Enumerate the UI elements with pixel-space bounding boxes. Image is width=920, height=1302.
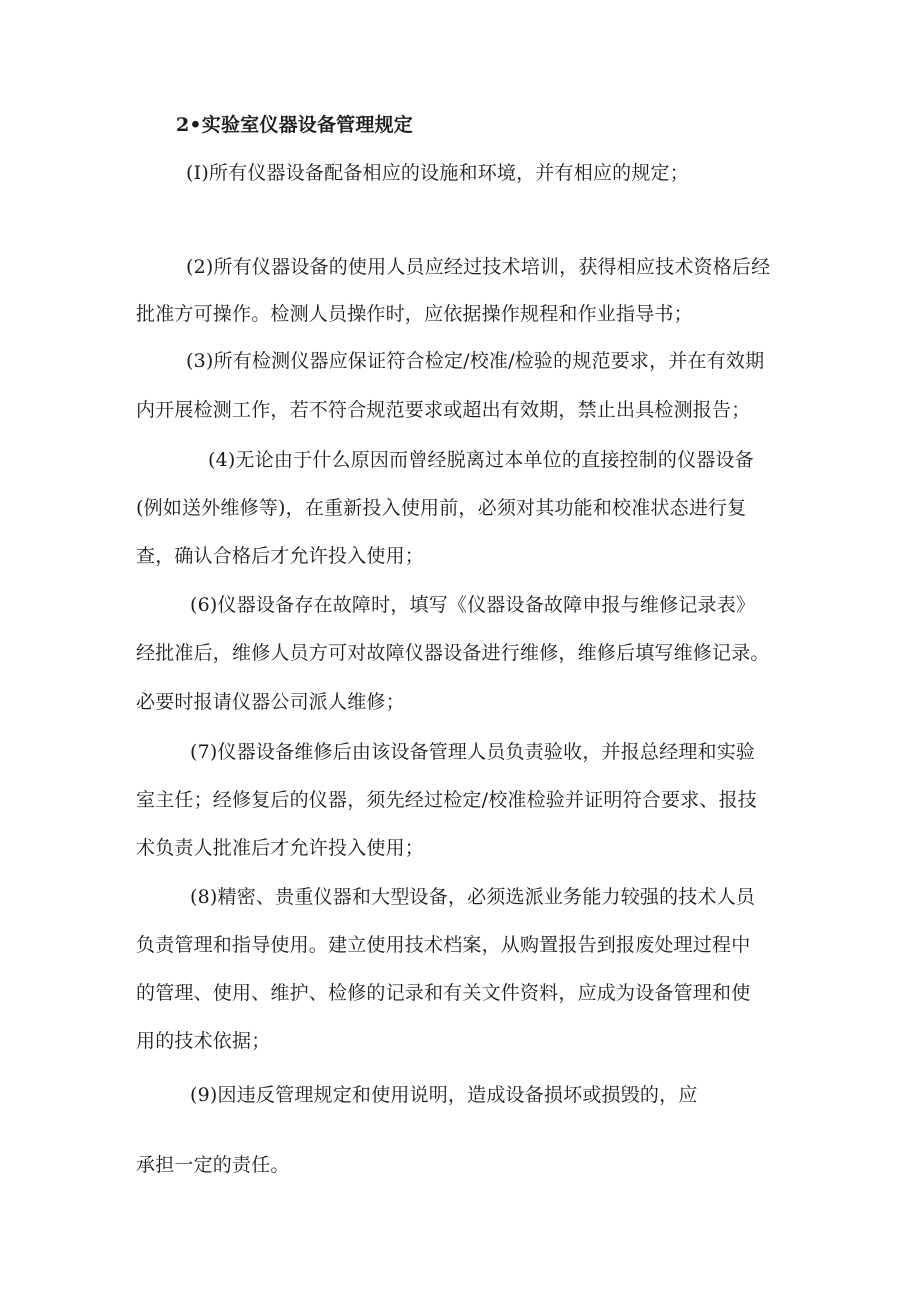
text-line: 内开展检测工作，若不符合规范要求或超出有效期，禁止出具检测报告； xyxy=(136,399,751,421)
text-line: 查，确认合格后才允许投入使用； xyxy=(136,545,425,567)
text-line: 承担一定的责任。 xyxy=(136,1154,290,1176)
text-line: (6)仪器设备存在故障时，填写《仪器设备故障申报与维修记录表》 xyxy=(190,594,756,616)
text-line: (2)所有仪器设备的使用人员应经过技术培训，获得相应技术资格后经 xyxy=(186,256,771,278)
text-line: 必要时报请仪器公司派人维修； xyxy=(136,691,405,713)
text-line: (4)无论由于什么原因而曾经脱离过本单位的直接控制的仪器设备 xyxy=(208,449,754,471)
text-line: 批准方可操作。检测人员操作时，应依据操作规程和作业指导书； xyxy=(136,303,693,325)
text-line: (I)所有仪器设备配备相应的设施和环境，并有相应的规定； xyxy=(186,162,689,184)
text-line: 经批准后，维修人员方可对故障仪器设备进行维修，维修后填写维修记录。 xyxy=(136,642,770,664)
text-line: (9)因违反管理规定和使用说明，造成设备损坏或损毁的，应 xyxy=(190,1084,698,1106)
text-line: 用的技术依据； xyxy=(136,1030,271,1052)
section-title: 2•实验室仪器设备管理规定 xyxy=(176,114,413,136)
text-line: (8)精密、贵重仪器和大型设备，必须选派业务能力较强的技术人员 xyxy=(190,886,756,908)
text-line: 室主任；经修复后的仪器，须先经过检定/校准检验并证明符合要求、报技 xyxy=(136,789,758,811)
text-line: (例如送外维修等)，在重新投入使用前，必须对其功能和校准状态进行复 xyxy=(136,497,747,519)
text-line: 术负责人批准后才允许投入使用； xyxy=(136,837,425,859)
text-line: 的管理、使用、维护、检修的记录和有关文件资料，应成为设备管理和使 xyxy=(136,982,751,1004)
text-line: (7)仪器设备维修后由该设备管理人员负责验收，并报总经理和实验 xyxy=(190,741,756,763)
text-line: 负责管理和指导使用。建立使用技术档案，从购置报告到报废处理过程中 xyxy=(136,934,751,956)
text-line: (3)所有检测仪器应保证符合检定/校准/检验的规范要求，并在有效期 xyxy=(186,350,765,372)
